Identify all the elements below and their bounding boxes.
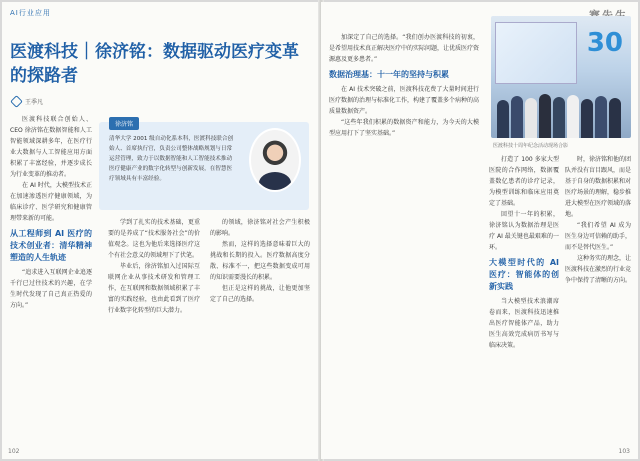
left-page (2, 2, 320, 459)
page-number: 103 (618, 448, 630, 455)
paragraph: 时，徐济铭和他的团队并没有盲目跟风，而是基于自身的数据积累和对医疗场景的理解，稳步推进大模型在医疗领域的落地。 (565, 156, 632, 218)
subheading: 从工程师到 AI 医疗的技术创业者：清华精神塑造的人生轨迹 (10, 229, 92, 262)
author-bio-box (99, 122, 309, 210)
paragraph: “这些年我们积累的数据资产和能力，为今天的大模型应用打下了坚实基础。” (329, 119, 479, 137)
paragraph: 当大模型技术浪潮席卷而来，医渡科技迅速推出医疗智能体产品，助力医生高效完成病历书写与临床决策。 (489, 298, 559, 349)
pen-icon (10, 95, 23, 108)
paragraph: 加深定了自己的选择。“我们创办医渡科技的初衷，是希望用技术真正解决医疗中的实际问题，让优质医疗资源惠及更多患者。” (329, 34, 480, 63)
right-column-2 (489, 154, 559, 351)
left-column-2 (108, 217, 200, 316)
paragraph: 在 AI 时代，大模型技术正在加速渗透医疗健康领域，为临床诊疗、医学研究和健康管理带来新的可能。 (10, 182, 92, 222)
article-headline: 医渡科技｜徐济铭：数据驱动医疗变革的探路者 (10, 42, 299, 86)
right-column-1 (329, 32, 479, 139)
event-photo (491, 16, 631, 138)
group-of-people (491, 86, 631, 138)
section-tag: AI行业应用 (10, 9, 51, 17)
paragraph: 但正是这样的挑战，让他更加坚定了自己的选择。 (210, 285, 310, 303)
paragraph: 学到了扎实的技术基础，更重要的是养成了“技术服务社会”的价值观念。这也为他后来选择医疗这个有社会意义的领域埋下了伏笔。 (108, 219, 200, 259)
author-name: 王季凡 (25, 99, 44, 106)
subheading: 大模型时代的 AI 医疗：智能体的创新实践 (489, 258, 559, 291)
paragraph: 回望十一年的积累，徐济铭认为数据治理是医疗 AI 最关键也最艰难的一环。 (489, 211, 559, 251)
bio-text: 清华大学 2001 级自动化系本科，医渡科技联合创始人、首席执行官，负责公司整体战略规划与日常运营管理，致力于以数据智能和人工智能技术推动医疗健康产业的数字化转型与创新发展，在智慧医疗领域具有丰富经验。 (109, 136, 234, 182)
paragraph: 打造了 100 多家大型医院的合作网络，数据覆盖数亿患者的诊疗记录，为模型训练和临床应用奠定了基础。 (489, 156, 559, 207)
paragraph: 的领域，徐济铭对社会产生积极的影响。 (210, 219, 310, 237)
anniversary-graphic: 30 (586, 28, 623, 58)
portrait-photo (249, 128, 301, 192)
paragraph: 然而，这样的选择意味着巨大的挑战和长期的投入。医疗数据高度分散、标准不一，把这些数据变成可用的知识需要漫长的积累。 (210, 241, 310, 281)
paragraph: “追求进入互联网企业追逐千行已过往技术的兴趣，在学生时代发现了自己真正热爱的方向。” (10, 269, 92, 309)
paragraph: 医渡科技联合创始人、CEO 徐济铭在数据智能和人工智能领域深耕多年，在医疗行业大数据与人工智能应用方面积累了丰富经验，并逐步成长为行业变革的推动者。 (10, 116, 92, 178)
paragraph: “我们希望 AI 成为医生身边可信赖的助手，而不是替代医生。” (565, 222, 632, 251)
right-column-3 (565, 154, 631, 286)
byline (12, 97, 43, 106)
left-column-1 (10, 114, 92, 311)
left-column-3 (210, 217, 310, 305)
stage-screen (495, 22, 577, 84)
paragraph: 这种务实的理念，让医渡科技在激烈的行业竞争中保持了清晰的方向。 (565, 255, 632, 284)
paragraph: 在 AI 技术突破之前，医渡科技花费了大量时间进行医疗数据的治理与标准化工作，构建了覆盖多个病种的高质量数据资产。 (329, 86, 480, 115)
bio-name: 徐济铭 (109, 117, 139, 130)
subheading: 数据治理基：十一年的坚持与积累 (329, 70, 449, 79)
page-number: 102 (8, 448, 20, 455)
right-page (321, 2, 638, 459)
photo-caption: 医渡科技十周年纪念活动现场合影 (493, 143, 569, 149)
paragraph: 毕业后，徐济铭加入过国际互联网企业从事技术研发和管理工作，在互联网和数据领域积累了丰富的实践经验，也由此看到了医疗行业数字化转型的巨大潜力。 (108, 263, 200, 314)
